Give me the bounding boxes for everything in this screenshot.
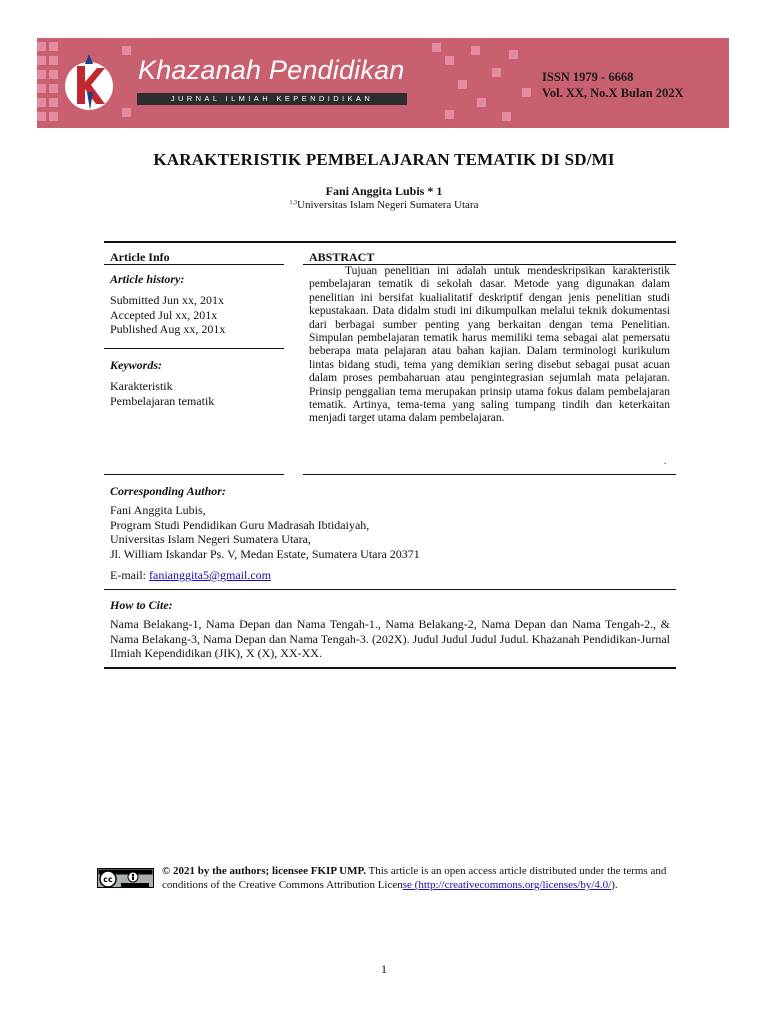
corresponding-line: Universitas Islam Negeri Sumatera Utara,	[110, 532, 311, 546]
decor-square	[49, 98, 58, 107]
corresponding-address	[110, 503, 420, 561]
email-row	[110, 568, 271, 583]
decor-square	[492, 68, 501, 77]
issn-block	[542, 69, 684, 101]
license-bold: © 2021 by the authors; licensee FKIP UMP.	[162, 865, 366, 877]
svg-text:cc: cc	[103, 875, 113, 884]
email-label: E-mail:	[110, 568, 149, 582]
abstract-dot: .	[664, 456, 667, 466]
decor-square	[49, 84, 58, 93]
cite-bottom-rule	[104, 667, 676, 669]
article-title: KARAKTERISTIK PEMBELAJARAN TEMATIK DI SD/MI	[153, 150, 615, 169]
table-bottom-rule-right	[303, 474, 676, 475]
decor-square	[445, 110, 454, 119]
corresponding-line: Program Studi Pendidikan Guru Madrasah Ibtidaiyah,	[110, 517, 370, 532]
decor-square	[49, 70, 58, 79]
decor-square	[37, 56, 46, 65]
cite-label: How to Cite:	[110, 598, 173, 612]
decor-square	[37, 84, 46, 93]
journal-name: Khazanah Pendidikan	[138, 55, 405, 85]
issn: ISSN 1979 - 6668	[542, 70, 634, 84]
decor-square	[37, 70, 46, 79]
decor-square	[122, 46, 131, 55]
history-published: Published Aug xx, 201x	[110, 322, 226, 336]
corresponding-line: Fani Anggita Lubis,	[110, 503, 206, 517]
abstract-text: Tujuan penelitian ini adalah untuk mendeskripsikan karakteristik pembelajaran tematik di sekolah dasar. Metode yang digunakan dalam penelitian ini bersifat kualialitatif deskriptif dengan jenis penelitian studi kepustakaan. Data didalm studi ini dikumpulkan melalui teknik dokumentasi dari berbagai sumber penting yang berkaitan dengan tema Penelitian. Simpulan pembelajaran tematik harus memiliki tema sebagai alat pemersatu beberapa mata pelajaran atau bahan kajian. Dalam terminologi kurikulum lintas bidang studi, tema yang demikian sering disebut sebagai pusat acuan dalam proses pembaharuan atau pengintegrasian sejumlah mata pelajaran. Prinsip penggalian tema merupakan prinsip utama fokus dalam pembelajaran tematik. Artinya, tema-tema yang saling tumpang tindih dan keterkaitan menjadi target utama dalam pembelajaran.	[309, 265, 670, 425]
keywords-label: Keywords:	[110, 358, 162, 372]
keyword-item: Pembelajaran tematik	[110, 393, 215, 408]
email-link[interactable]: fanianggita5@gmail.com	[149, 568, 272, 582]
journal-banner	[37, 38, 729, 128]
journal-logo-icon	[63, 52, 115, 114]
license-link[interactable]: se (http://creativecommons.org/licenses/by/4.0/	[402, 879, 612, 891]
decor-square	[37, 42, 46, 51]
license-tail: ).	[611, 879, 618, 891]
page-number: 1	[381, 962, 387, 976]
decor-square	[49, 112, 58, 121]
decor-square	[37, 98, 46, 107]
decor-square	[445, 56, 454, 65]
decor-square	[122, 108, 131, 117]
corresponding-line: Jl. William Iskandar Ps. V, Medan Estate, Sumatera Utara 20371	[110, 546, 420, 561]
decor-square	[49, 56, 58, 65]
decor-square	[37, 112, 46, 121]
decor-square	[509, 50, 518, 59]
decor-square	[432, 43, 441, 52]
affiliation-superscript: 1,3	[289, 200, 298, 206]
article-affiliation	[0, 199, 768, 211]
decor-square	[502, 112, 511, 121]
decor-square	[49, 42, 58, 51]
creative-commons-badge-icon	[97, 868, 154, 888]
history-accepted: Accepted Jul xx, 201x	[110, 307, 218, 322]
history-list	[110, 293, 225, 337]
volume-info: Vol. XX, No.X Bulan 202X	[542, 86, 684, 100]
cite-text: Nama Belakang-1, Nama Depan dan Nama Tengah-1., Nama Belakang-2, Nama Depan dan Nama Tengah-2., & Nama Belakang-3, Nama Depan dan Nama Tengah-3. (202X). Judul Judul Judul Judul. Khazanah Pendidikan-Jurnal Ilmiah Kependidikan (JIK), X (X), XX-XX.	[110, 617, 670, 660]
decor-square	[471, 46, 480, 55]
keywords-list	[110, 379, 214, 408]
corresponding-bottom-rule	[104, 589, 676, 590]
corresponding-label: Corresponding Author:	[110, 484, 226, 498]
article-author: Fani Anggita Lubis * 1	[325, 184, 443, 198]
keywords-rule	[104, 348, 284, 349]
table-top-rule	[104, 241, 676, 243]
table-bottom-rule-left	[104, 474, 284, 475]
history-label: Article history:	[110, 272, 185, 286]
license-note	[162, 864, 682, 892]
history-submitted: Submitted Jun xx, 201x	[110, 293, 225, 307]
keyword-item: Karakteristik	[110, 379, 173, 393]
decor-square	[522, 88, 531, 97]
abstract-heading: ABSTRACT	[309, 250, 375, 264]
decor-square	[458, 80, 467, 89]
article-info-heading: Article Info	[110, 250, 170, 264]
journal-subtitle: JURNAL ILMIAH KEPENDIDIKAN	[137, 93, 407, 105]
affiliation-text: Universitas Islam Negeri Sumatera Utara	[297, 199, 479, 211]
license-text: This article is an open access article distributed under the terms and conditions of the Creative Commons Attribution Licen	[162, 865, 667, 891]
article-info-rule	[104, 264, 284, 265]
decor-square	[477, 98, 486, 107]
